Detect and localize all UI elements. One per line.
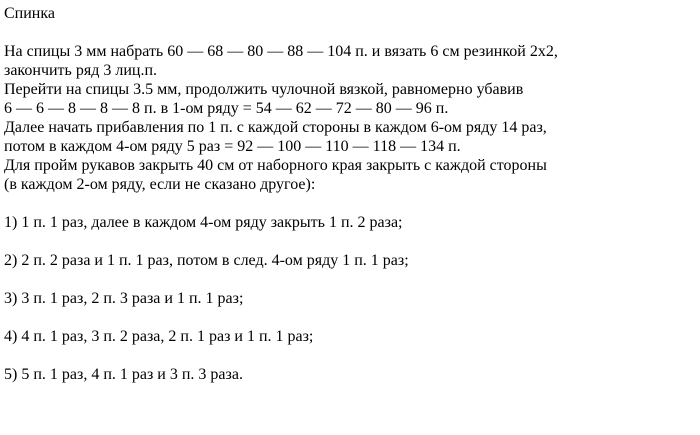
step-item: 1) 1 п. 1 раз, далее в каждом 4-ом ряду закрыть 1 п. 2 раза; [4, 214, 403, 231]
paragraph-line: потом в каждом 4-ом ряду 5 раз = 92 — 100 — 110 — 118 — 134 п. [4, 138, 461, 155]
step-item: 5) 5 п. 1 раз, 4 п. 1 раз и 3 п. 3 раза. [4, 366, 243, 383]
paragraph-line: 6 — 6 — 8 — 8 — 8 п. в 1-ом ряду = 54 — 62 — 72 — 80 — 96 п. [4, 100, 449, 117]
instructions-paragraph [4, 42, 696, 194]
paragraph-line: закончить ряд 3 лиц.п. [4, 62, 158, 79]
step-item: 4) 4 п. 1 раз, 3 п. 2 раза, 2 п. 1 раз и 1 п. 1 раз; [4, 328, 314, 345]
section-heading: Спинка [4, 5, 55, 22]
step-item: 2) 2 п. 2 раза и 1 п. 1 раз, потом в след. 4-ом ряду 1 п. 1 раз; [4, 252, 409, 269]
paragraph-line: Перейти на спицы 3.5 мм, продолжить чулочной вязкой, равномерно убавив [4, 81, 524, 98]
document-body [4, 4, 696, 403]
steps-list [4, 213, 696, 384]
paragraph-line: На спицы 3 мм набрать 60 — 68 — 80 — 88 — 104 п. и вязать 6 см резинкой 2х2, [4, 43, 558, 60]
paragraph-line: Для пройм рукавов закрыть 40 см от наборного края закрыть с каждой стороны [4, 157, 547, 174]
paragraph-line: Далее начать прибавления по 1 п. с каждой стороны в каждом 6-ом ряду 14 раз, [4, 119, 547, 136]
paragraph-line: (в каждом 2-ом ряду, если не сказано другое): [4, 176, 316, 193]
step-item: 3) 3 п. 1 раз, 2 п. 3 раза и 1 п. 1 раз; [4, 290, 244, 307]
